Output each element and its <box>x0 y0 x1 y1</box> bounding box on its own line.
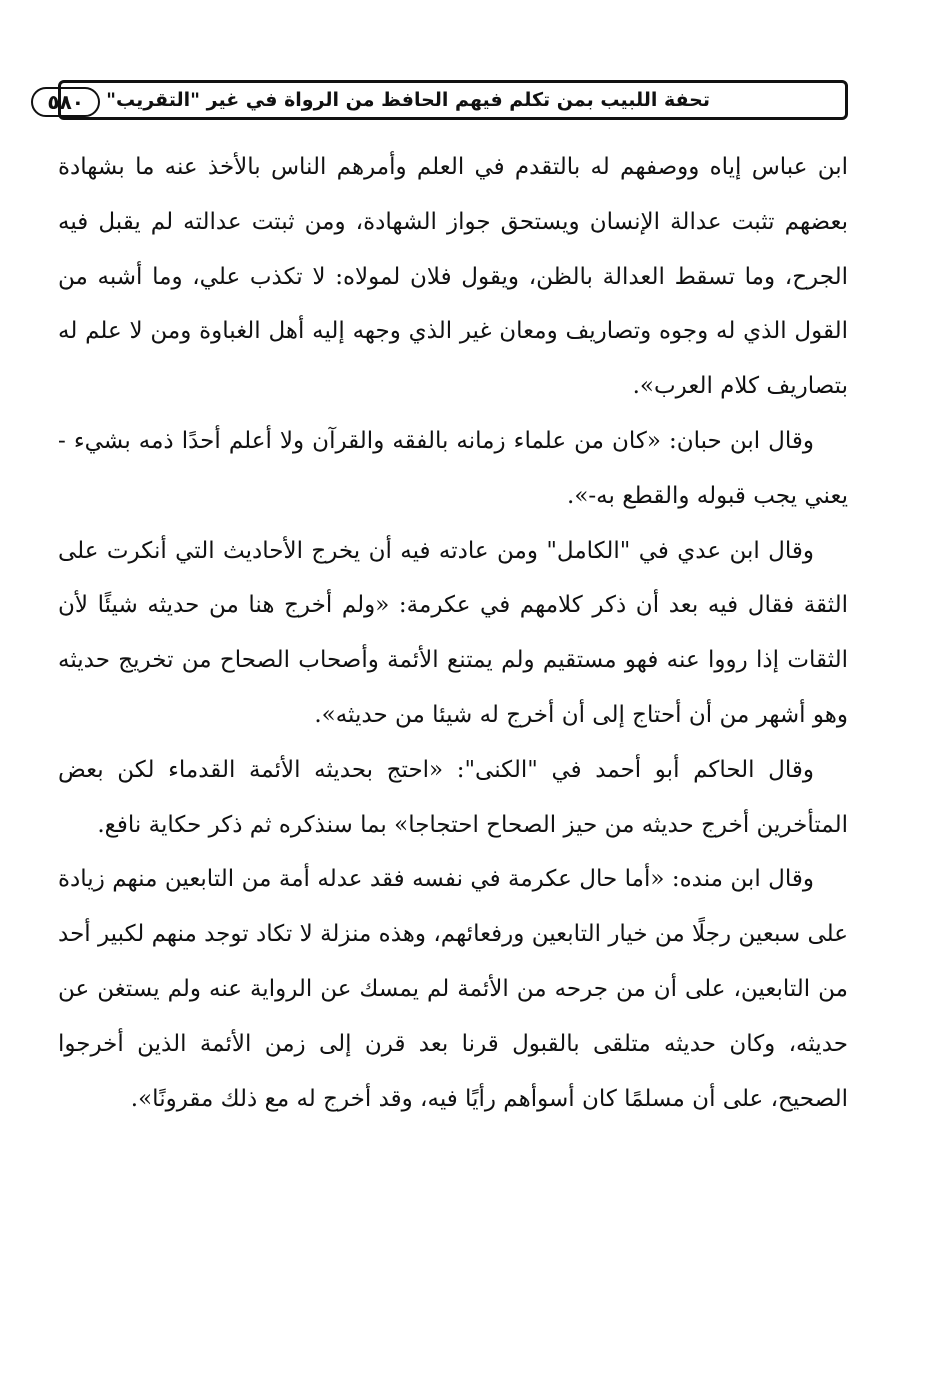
paragraph-3: وقال ابن عدي في "الكامل" ومن عادته فيه أن يخرج الأحاديث التي أنكرت على الثقة فقال فيه بعد أن ذكر كلامهم في عكرمة: «ولم أخرج هنا من حديثه شيئًا لأن الثقات إذا رووا عنه فهو مستقيم ولم يمتنع الأئمة وأصحاب الصحاح من تخريج حديثه وهو أشهر من أن أحتاج إلى أن أخرج له شيئا من حديثه». <box>58 537 848 728</box>
paragraph-5: وقال ابن منده: «أما حال عكرمة في نفسه فقد عدله أمة من التابعين منهم زيادة على سبعين رجلًا من خيار التابعين ورفعائهم، وهذه منزلة لا تكاد توجد منهم لكبير أحد من التابعين، على أن من جرحه من الأئمة لم يمسك عن الرواية عنه ولم يستغن عن حديثه، وكان حديثه متلقى بالقبول قرنا بعد قرن إلى زمن الأئمة الذين أخرجوا الصحيح، على أن مسلمًا كان أسوأهم رأيًا فيه، وقد أخرج له مع ذلك مقرونًا». <box>58 866 848 1112</box>
paragraph-1: ابن عباس إياه ووصفهم له بالتقدم في العلم وأمرهم الناس بالأخذ عنه ما بشهادة بعضهم تثبت عدالة الإنسان ويستحق جواز الشهادة، ومن ثبتت عدالته لم يقبل فيه الجرح، وما تسقط العدالة بالظن، ويقول فلان لمولاه: لا تكذب علي، وما أشبه من القول الذي له وجوه وتصاريف ومعان غير الذي وجهه إليه أهل الغباوة ومن لا علم له بتصاريف كلام العرب». <box>58 154 848 400</box>
page-number-badge <box>31 87 100 117</box>
page-header <box>47 80 848 120</box>
running-title: تحفة اللبيب بمن تكلم فيهم الحافظ من الرواة في غير "التقريب" <box>106 89 710 111</box>
paragraph-4: وقال الحاكم أبو أحمد في "الكنى": «احتج بحديثه الأئمة القدماء لكن بعض المتأخرين أخرج حديثه من حيز الصحاح احتجاجا» بما سنذكره ثم ذكر حكاية نافع. <box>58 756 848 838</box>
paragraph-2: وقال ابن حبان: «كان من علماء زمانه بالفقه والقرآن ولا أعلم أحدًا ذمه بشيء - يعني يجب قبوله والقطع به-». <box>58 427 848 509</box>
page-body <box>58 140 848 1126</box>
page-number: ٥٨٠ <box>31 87 100 117</box>
